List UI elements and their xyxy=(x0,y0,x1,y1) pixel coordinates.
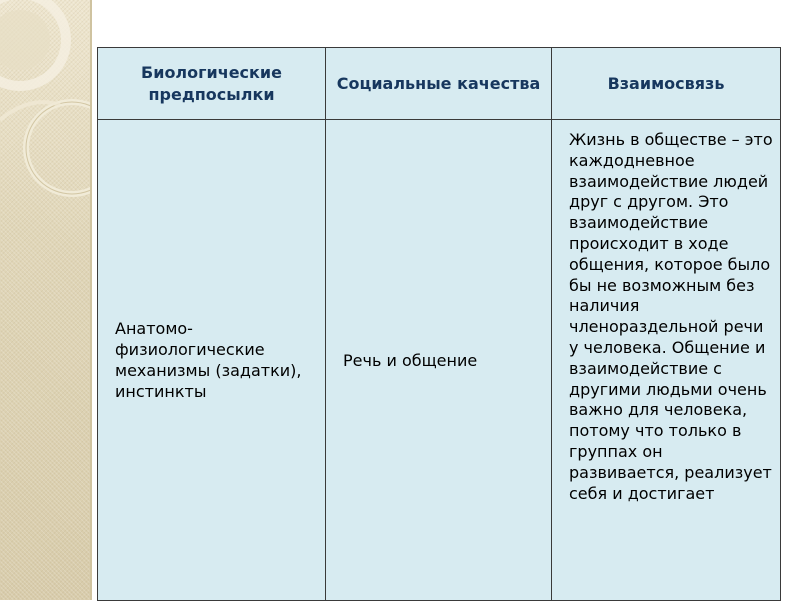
header-social: Социальные качества xyxy=(326,48,552,120)
cell-relation-text: Жизнь в обществе – это каждодневное взаимодействие людей друг с другом. Это взаимодействие происходит в ходе общения, которое было бы не возможным без наличия членораздельной речи у человека. Общение и взаимодействие с другими людьми очень важно для человека, потому что только в группах он развивается, реализует себя и достигает xyxy=(569,130,773,503)
cell-relation xyxy=(552,120,781,601)
circles-ornament xyxy=(0,0,90,600)
decorative-side-panel xyxy=(0,0,90,600)
header-relation: Взаимосвязь xyxy=(552,48,781,120)
header-biological: Биологические предпосылки xyxy=(98,48,326,120)
table-row xyxy=(98,120,781,601)
header-row xyxy=(98,48,781,120)
cell-biological-text: Анатомо-физиологические механизмы (задатки), инстинкты xyxy=(115,319,302,401)
comparison-table xyxy=(97,47,781,601)
cell-social-text: Речь и общение xyxy=(343,350,478,370)
cell-biological xyxy=(98,120,326,601)
side-panel-divider xyxy=(90,0,92,600)
cell-social xyxy=(326,120,552,601)
